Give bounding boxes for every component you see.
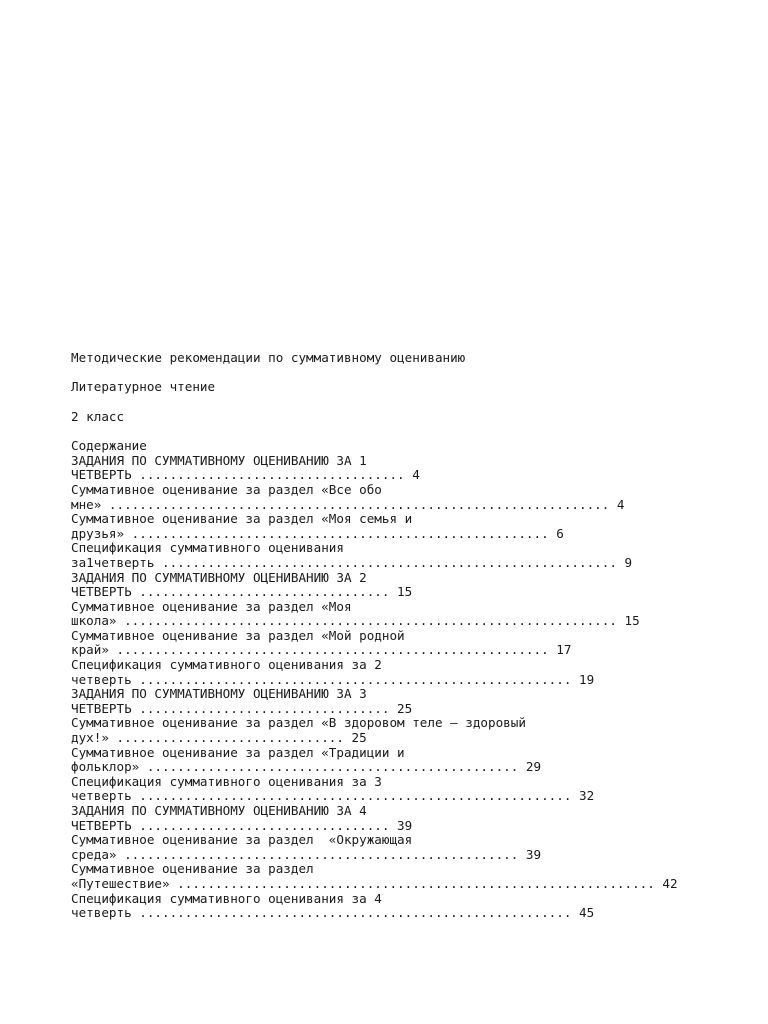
toc-entry[interactable]: [71, 687, 761, 716]
toc-entry[interactable]: [71, 892, 761, 921]
document-page: [71, 351, 761, 921]
toc-entry-page: среда» .................................................... 39: [71, 846, 542, 862]
toc-entry[interactable]: [71, 541, 761, 570]
toc-entry-title: Суммативное оценивание за раздел «В здоровом теле – здоровый: [71, 715, 526, 731]
toc-entry-title: Суммативное оценивание за раздел «Мой родной: [71, 627, 405, 643]
toc-entry-page: край» ......................................................... 17: [71, 642, 572, 658]
toc-entry[interactable]: [71, 804, 761, 833]
toc-entry-page: четверть ......................................................... 19: [71, 671, 595, 687]
toc-entry[interactable]: [71, 629, 761, 658]
toc-entry-page: четверть ......................................................... 32: [71, 788, 595, 804]
toc-entry-page: дух!» .............................. 25: [71, 730, 367, 746]
toc-entry[interactable]: [71, 600, 761, 629]
toc-entry-title: Спецификация суммативного оценивания: [71, 540, 344, 556]
toc-entry-page: за1четверть ............................................................ 9: [71, 554, 633, 570]
table-of-contents: [71, 454, 761, 921]
toc-entry-page: друзья» ....................................................... 6: [71, 525, 564, 541]
toc-entry[interactable]: [71, 658, 761, 687]
toc-entry[interactable]: [71, 775, 761, 804]
toc-entry-title: Суммативное оценивание за раздел «Окружающая: [71, 832, 413, 848]
toc-entry-page: четверть ......................................................... 45: [71, 905, 595, 921]
toc-heading: Содержание: [71, 438, 147, 454]
spacer: [71, 424, 761, 439]
toc-entry-title: Спецификация суммативного оценивания за 4: [71, 890, 382, 906]
toc-entry-title: Суммативное оценивание за раздел «Моя семья и: [71, 511, 413, 527]
subject-name: Литературное чтение: [71, 379, 216, 395]
document-title: Методические рекомендации по суммативному оцениванию: [71, 350, 466, 365]
toc-entry[interactable]: [71, 512, 761, 541]
toc-entry-page: школа» ................................................................. 15: [71, 613, 640, 629]
toc-entry-page: ЧЕТВЕРТЬ ................................... 4: [71, 467, 420, 483]
toc-entry-page: ЧЕТВЕРТЬ ................................. 39: [71, 817, 413, 833]
spacer: [71, 395, 761, 410]
toc-entry-title: Спецификация суммативного оценивания за 3: [71, 773, 382, 789]
toc-entry-title: ЗАДАНИЯ ПО СУММАТИВНОМУ ОЦЕНИВАНИЮ ЗА 1: [71, 452, 367, 468]
toc-entry-page: ЧЕТВЕРТЬ ................................. 15: [71, 584, 413, 600]
toc-entry[interactable]: [71, 833, 761, 862]
toc-entry-title: Суммативное оценивание за раздел «Моя: [71, 598, 352, 614]
toc-entry-page: «Путешествие» ............................................................... 42: [71, 875, 678, 891]
toc-entry-page: фольклор» ................................................. 29: [71, 759, 542, 775]
toc-entry-page: ЧЕТВЕРТЬ ................................. 25: [71, 700, 413, 716]
toc-entry-title: ЗАДАНИЯ ПО СУММАТИВНОМУ ОЦЕНИВАНИЮ ЗА 3: [71, 686, 367, 702]
toc-entry[interactable]: [71, 571, 761, 600]
toc-entry-title: Суммативное оценивание за раздел: [71, 861, 314, 877]
toc-entry[interactable]: [71, 862, 761, 891]
toc-entry[interactable]: [71, 746, 761, 775]
toc-entry-title: ЗАДАНИЯ ПО СУММАТИВНОМУ ОЦЕНИВАНИЮ ЗА 4: [71, 803, 367, 819]
spacer: [71, 366, 761, 381]
toc-entry-title: Суммативное оценивание за раздел «Все обо: [71, 481, 382, 497]
toc-entry[interactable]: [71, 716, 761, 745]
toc-entry[interactable]: [71, 454, 761, 483]
toc-entry-title: ЗАДАНИЯ ПО СУММАТИВНОМУ ОЦЕНИВАНИЮ ЗА 2: [71, 569, 367, 585]
toc-entry-page: мне» .................................................................. 4: [71, 496, 625, 512]
grade-label: 2 класс: [71, 408, 125, 424]
toc-entry-title: Суммативное оценивание за раздел «Традиции и: [71, 744, 405, 760]
toc-entry[interactable]: [71, 483, 761, 512]
toc-entry-title: Спецификация суммативного оценивания за 2: [71, 657, 382, 673]
